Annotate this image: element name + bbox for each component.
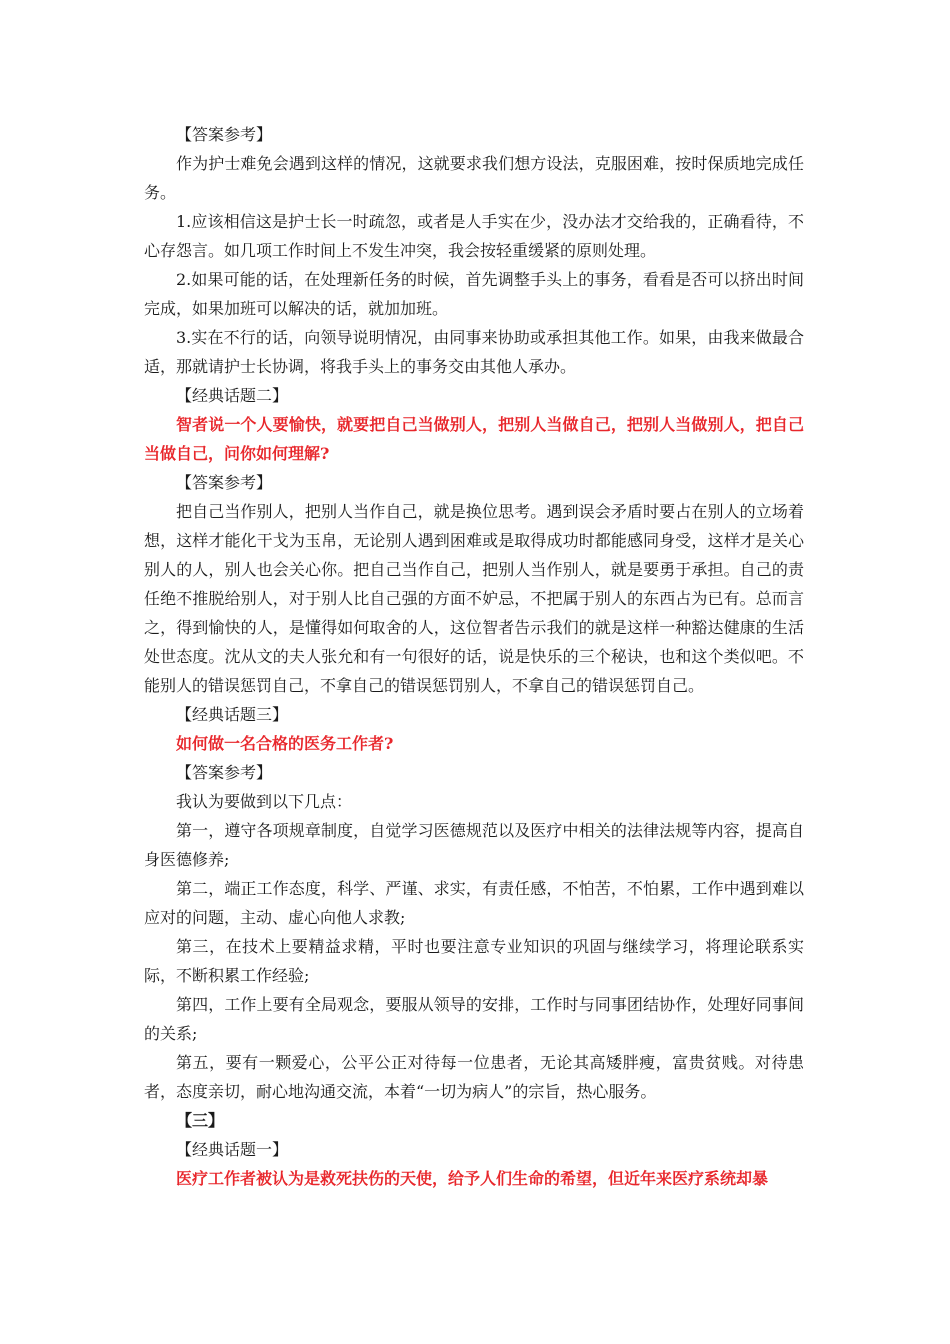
point-fifth: 第五，要有一颗爱心，公平公正对待每一位患者，无论其高矮胖瘦，富贵贫贱。对待患者，态度亲切，耐心地沟通交流，本着“一切为病人”的宗旨，热心服务。	[144, 1053, 804, 1101]
body-paragraph: 把自己当作别人，把别人当作自己，就是换位思考。遇到误会矛盾时要占在别人的立场着想，这样才能化干戈为玉帛，无论别人遇到困难或是取得成功时都能感同身受，这样才是关心别人的人，别人也会关心你。把自己当作自己，把别人当作别人，就是要勇于承担。自己的责任绝不推脱给别人，对于别人比自己强的方面不妒忌，不把属于别人的东西占为已有。总而言之，得到愉快的人，是懂得如何取舍的人，这位智者告示我们的就是这样一种豁达健康的生活处世态度。沈从文的夫人张允和有一句很好的话，说是快乐的三个秘诀，也和这个类似吧。不能别人的错误惩罚自己，不拿自己的错误惩罚别人，不拿自己的错误惩罚自己。	[144, 502, 804, 695]
body-paragraph: 我认为要做到以下几点：	[176, 792, 353, 811]
list-item-3: 3.实在不行的话，向领导说明情况，由同事来协助或承担其他工作。如果，由我来做最合适，那就请护士长协调，将我手头上的事务交由其他人承办。	[144, 328, 804, 376]
answer-reference-heading: 【答案参考】	[176, 473, 273, 492]
document-page	[144, 120, 804, 1193]
topic-one-question: 医疗工作者被认为是救死扶伤的天使，给予人们生命的希望，但近年来医疗系统却暴	[176, 1169, 769, 1188]
topic-one-heading: 【经典话题一】	[176, 1140, 289, 1159]
section-three-heading: 【三】	[176, 1111, 225, 1130]
list-item-2: 2.如果可能的话，在处理新任务的时候，首先调整手头上的事务，看看是否可以挤出时间完成，如果加班可以解决的话，就加加班。	[144, 270, 804, 318]
point-fourth: 第四，工作上要有全局观念，要服从领导的安排，工作时与同事团结协作，处理好同事间的关系;	[144, 995, 804, 1043]
topic-three-question: 如何做一名合格的医务工作者?	[176, 734, 394, 753]
topic-three-heading: 【经典话题三】	[176, 705, 289, 724]
list-item-1: 1.应该相信这是护士长一时疏忽，或者是人手实在少，没办法才交给我的，正确看待，不心存怨言。如几项工作时间上不发生冲突，我会按轻重缓紧的原则处理。	[144, 212, 804, 260]
point-second: 第二，端正工作态度，科学、严谨、求实，有责任感，不怕苦，不怕累，工作中遇到难以应对的问题，主动、虚心向他人求教;	[144, 879, 804, 927]
point-first: 第一，遵守各项规章制度，自觉学习医德规范以及医疗中相关的法律法规等内容，提高自身医德修养;	[144, 821, 804, 869]
answer-reference-heading: 【答案参考】	[176, 763, 273, 782]
topic-two-question: 智者说一个人要愉快，就要把自己当做别人，把别人当做自己，把别人当做别人，把自己当做自己，问你如何理解?	[144, 415, 804, 463]
point-third: 第三，在技术上要精益求精，平时也要注意专业知识的巩固与继续学习，将理论联系实际，不断积累工作经验;	[144, 937, 804, 985]
answer-reference-heading: 【答案参考】	[176, 125, 273, 144]
body-paragraph: 作为护士难免会遇到这样的情况，这就要求我们想方设法，克服困难，按时保质地完成任务。	[144, 154, 804, 202]
topic-two-heading: 【经典话题二】	[176, 386, 289, 405]
